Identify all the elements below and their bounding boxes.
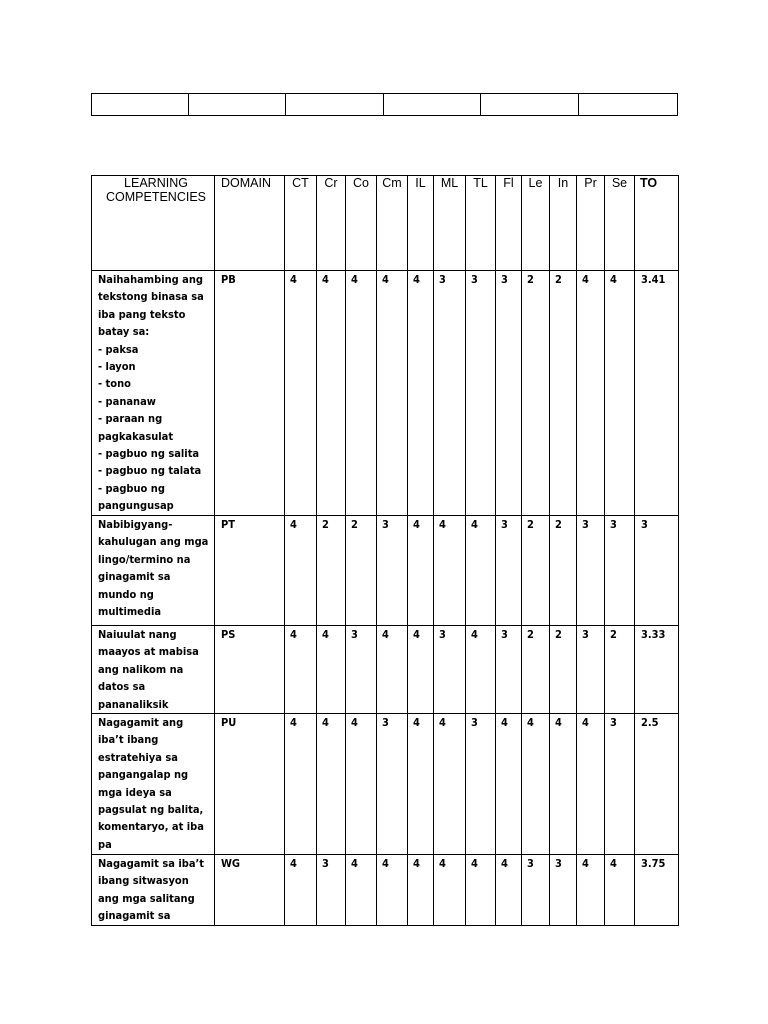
score-cell: 3 xyxy=(496,271,522,516)
score-cell: 2 xyxy=(522,626,550,714)
score-cell: 4 xyxy=(317,714,346,855)
score-cell: 4 xyxy=(577,271,605,516)
score-cell: 4 xyxy=(434,516,466,626)
score-cell: 2 xyxy=(317,516,346,626)
score-cell: 2 xyxy=(550,271,577,516)
header-criterion: Cr xyxy=(317,176,346,271)
header-learning-competencies xyxy=(92,176,215,271)
total-cell: 2.5 xyxy=(635,714,679,855)
score-cell: 4 xyxy=(466,855,496,926)
score-cell: 4 xyxy=(285,626,317,714)
score-cell: 3 xyxy=(577,516,605,626)
competency-cell: Naihahambing ang tekstong binasa sa iba pang teksto batay sa: - paksa - layon - tono - pananaw - paraan ng pagkakasulat - pagbuo ng salita - pagbuo ng talata - pagbuo ng pangungusap xyxy=(92,271,215,516)
total-cell: 3.33 xyxy=(635,626,679,714)
header-criterion: ML xyxy=(434,176,466,271)
table-row xyxy=(92,714,679,855)
score-cell: 3 xyxy=(434,271,466,516)
score-cell: 4 xyxy=(408,855,434,926)
blank-cell xyxy=(189,94,286,116)
blank-cell xyxy=(92,94,189,116)
score-cell: 3 xyxy=(550,855,577,926)
score-cell: 4 xyxy=(346,714,377,855)
header-criterion: Se xyxy=(605,176,635,271)
domain-cell: PS xyxy=(215,626,285,714)
domain-cell: WG xyxy=(215,855,285,926)
score-cell: 4 xyxy=(317,626,346,714)
table-row xyxy=(92,516,679,626)
score-cell: 3 xyxy=(317,855,346,926)
score-cell: 4 xyxy=(434,855,466,926)
competency-cell: Nagagamit sa iba’t ibang sitwasyon ang mga salitang ginagamit sa xyxy=(92,855,215,926)
table-row xyxy=(92,626,679,714)
score-cell: 4 xyxy=(408,626,434,714)
header-competencies-line2: COMPETENCIES xyxy=(105,190,206,204)
score-cell: 4 xyxy=(605,271,635,516)
score-cell: 3 xyxy=(605,714,635,855)
score-cell: 4 xyxy=(550,714,577,855)
blank-cell xyxy=(481,94,579,116)
table-row xyxy=(92,271,679,516)
score-cell: 4 xyxy=(605,855,635,926)
score-cell: 4 xyxy=(285,516,317,626)
header-criterion: Co xyxy=(346,176,377,271)
score-cell: 3 xyxy=(605,516,635,626)
score-cell: 4 xyxy=(522,714,550,855)
score-cell: 3 xyxy=(496,516,522,626)
score-cell: 3 xyxy=(577,626,605,714)
score-cell: 2 xyxy=(522,271,550,516)
header-criterion: CT xyxy=(285,176,317,271)
score-cell: 4 xyxy=(377,855,408,926)
competency-cell: Naiuulat nang maayos at mabisa ang nalikom na datos sa pananaliksik xyxy=(92,626,215,714)
score-cell: 3 xyxy=(522,855,550,926)
score-cell: 4 xyxy=(577,855,605,926)
score-cell: 3 xyxy=(346,626,377,714)
score-cell: 4 xyxy=(408,271,434,516)
score-cell: 2 xyxy=(550,626,577,714)
header-row xyxy=(92,176,679,271)
score-cell: 4 xyxy=(377,626,408,714)
score-cell: 4 xyxy=(496,714,522,855)
header-competencies-line1: LEARNING xyxy=(124,176,188,190)
score-cell: 4 xyxy=(285,271,317,516)
competency-table xyxy=(91,175,679,926)
score-cell: 4 xyxy=(285,714,317,855)
score-cell: 3 xyxy=(466,271,496,516)
score-cell: 4 xyxy=(377,271,408,516)
score-cell: 4 xyxy=(408,516,434,626)
competency-cell: Nagagamit ang iba’t ibang estratehiya sa pangangalap ng mga ideya sa pagsulat ng balita, komentaryo, at iba pa xyxy=(92,714,215,855)
score-cell: 2 xyxy=(550,516,577,626)
domain-cell: PU xyxy=(215,714,285,855)
score-cell: 4 xyxy=(346,855,377,926)
header-criterion: Le xyxy=(522,176,550,271)
score-cell: 3 xyxy=(377,516,408,626)
header-criterion: TL xyxy=(466,176,496,271)
score-cell: 2 xyxy=(346,516,377,626)
blank-cell xyxy=(579,94,678,116)
header-criterion: In xyxy=(550,176,577,271)
score-cell: 4 xyxy=(285,855,317,926)
header-criterion: Pr xyxy=(577,176,605,271)
score-cell: 3 xyxy=(466,714,496,855)
header-domain: DOMAIN xyxy=(215,176,285,271)
table-row xyxy=(92,855,679,926)
header-total: TO xyxy=(635,176,679,271)
score-cell: 4 xyxy=(466,516,496,626)
header-criterion: IL xyxy=(408,176,434,271)
header-criterion: Cm xyxy=(377,176,408,271)
total-cell: 3.41 xyxy=(635,271,679,516)
top-blank-table xyxy=(91,93,678,116)
score-cell: 3 xyxy=(434,626,466,714)
domain-cell: PT xyxy=(215,516,285,626)
score-cell: 4 xyxy=(434,714,466,855)
score-cell: 4 xyxy=(496,855,522,926)
blank-cell xyxy=(286,94,384,116)
top-blank-row xyxy=(92,94,678,116)
blank-cell xyxy=(384,94,481,116)
score-cell: 4 xyxy=(577,714,605,855)
score-cell: 4 xyxy=(408,714,434,855)
score-cell: 4 xyxy=(317,271,346,516)
score-cell: 4 xyxy=(466,626,496,714)
score-cell: 2 xyxy=(605,626,635,714)
domain-cell: PB xyxy=(215,271,285,516)
score-cell: 4 xyxy=(346,271,377,516)
competency-cell: Nabibigyang- kahulugan ang mga lingo/termino na ginagamit sa mundo ng multimedia xyxy=(92,516,215,626)
total-cell: 3 xyxy=(635,516,679,626)
score-cell: 3 xyxy=(377,714,408,855)
header-criterion: Fl xyxy=(496,176,522,271)
total-cell: 3.75 xyxy=(635,855,679,926)
score-cell: 2 xyxy=(522,516,550,626)
score-cell: 3 xyxy=(496,626,522,714)
